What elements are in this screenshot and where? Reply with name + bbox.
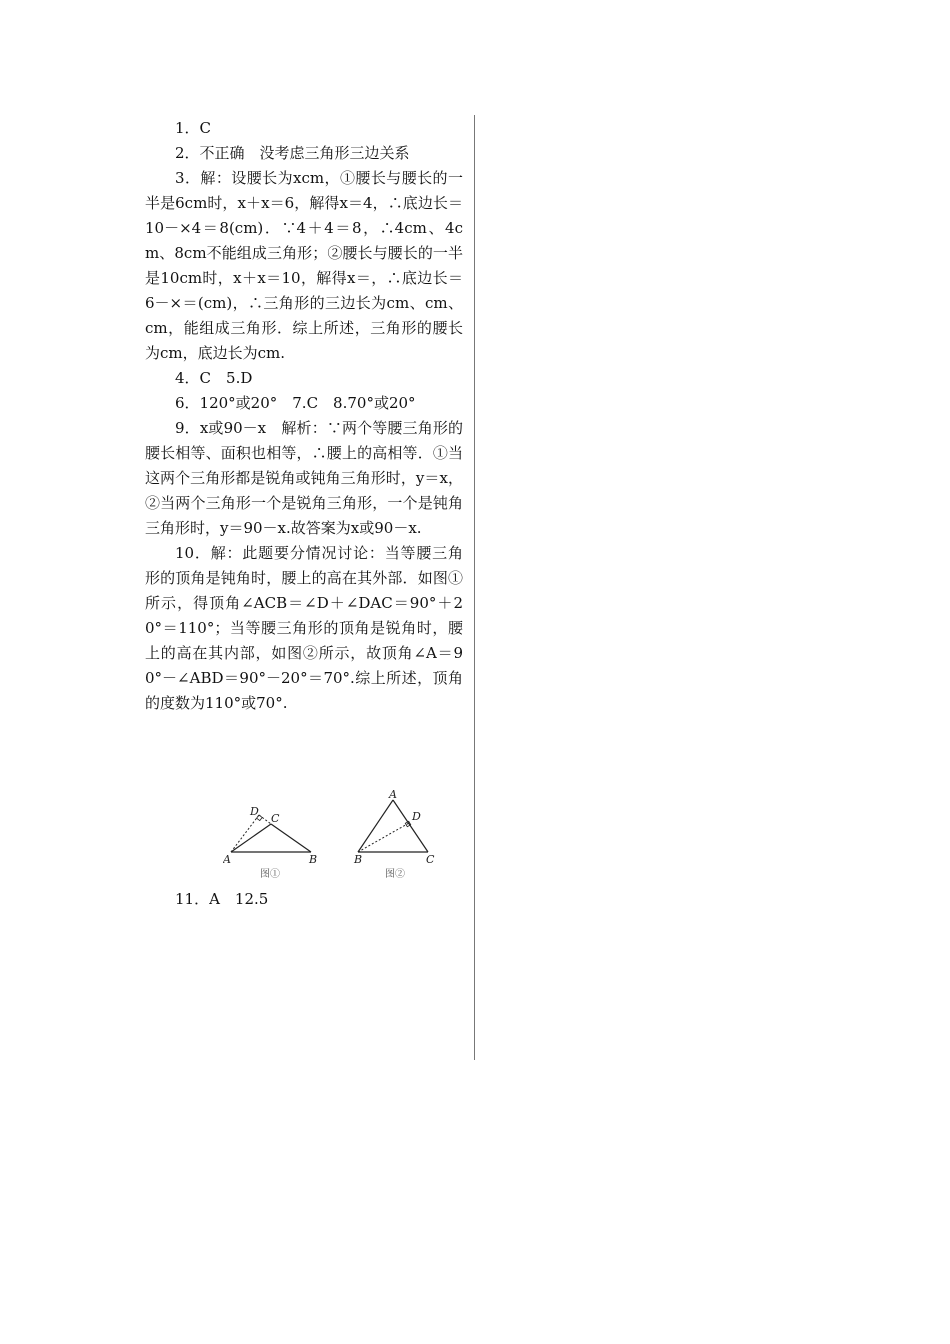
column-divider bbox=[474, 115, 475, 1060]
fig2-label-b: B bbox=[354, 853, 363, 866]
fig2-side-ac bbox=[393, 800, 428, 852]
fig1-altitude-ad bbox=[231, 815, 259, 852]
answer-2: 2．不正确 没考虑三角形三边关系 bbox=[175, 144, 410, 162]
answer-9: 9．x或90－x 解析：∵两个等腰三角形的腰长相等、面积也相等，∴腰上的高相等．①当这两个三角形都是锐角或钝角三角形时，y＝x，②当两个三角形一个是锐角三角形，一个是钝角三角形时，y＝90－x.故答案为x或90－x. bbox=[145, 419, 463, 537]
fig2-label-d: D bbox=[412, 810, 421, 823]
fig1-caption: 图① bbox=[260, 869, 280, 880]
figures-svg bbox=[223, 788, 443, 888]
answer-4-5: 4．C 5.D bbox=[175, 369, 253, 387]
triangle-figures bbox=[223, 788, 443, 888]
fig1-label-b: B bbox=[309, 853, 318, 866]
fig1-label-a: A bbox=[223, 853, 231, 866]
answer-1: 1．C bbox=[175, 119, 212, 137]
fig2-label-a: A bbox=[389, 788, 397, 801]
answer-6-8: 6．120°或20° 7.C 8.70°或20° bbox=[175, 394, 416, 412]
fig1-side-ac bbox=[231, 824, 271, 852]
fig2-altitude-bd bbox=[358, 823, 409, 852]
fig1-side-cb bbox=[271, 824, 311, 852]
answer-10: 10．解：此题要分情况讨论：当等腰三角形的顶角是钝角时，腰上的高在其外部．如图①所示，得顶角∠ACB＝∠D＋∠DAC＝90°＋20°＝110°；当等腰三角形的顶角是锐角时，腰上的高在其内部，如图②所示，故顶角∠A＝90°－∠ABD＝90°－20°＝70°.综上所述，顶角的度数为110°或70°. bbox=[145, 544, 463, 712]
fig2-side-ba bbox=[358, 800, 393, 852]
fig1-label-c: C bbox=[271, 812, 280, 825]
answer-list bbox=[145, 116, 463, 716]
fig2-label-c: C bbox=[426, 853, 435, 866]
answer-3: 3．解：设腰长为xcm，①腰长与腰长的一半是6cm时，x＋x＝6，解得x＝4，∴底边长＝10－×4＝8(cm)．∵4＋4＝8，∴4cm、4cm、8cm不能组成三角形；②腰长与腰长的一半是10cm时，x＋x＝10，解得x＝，∴底边长＝6－×＝(cm)，∴三角形的三边长为cm、cm、cm，能组成三角形．综上所述，三角形的腰长为cm，底边长为cm. bbox=[145, 169, 463, 362]
fig1-label-d: D bbox=[250, 805, 259, 818]
figure-2 bbox=[353, 788, 435, 880]
fig2-caption: 图② bbox=[385, 869, 405, 880]
figure-1 bbox=[223, 805, 317, 880]
answer-11-12: 11．A 12.5 bbox=[175, 890, 269, 908]
